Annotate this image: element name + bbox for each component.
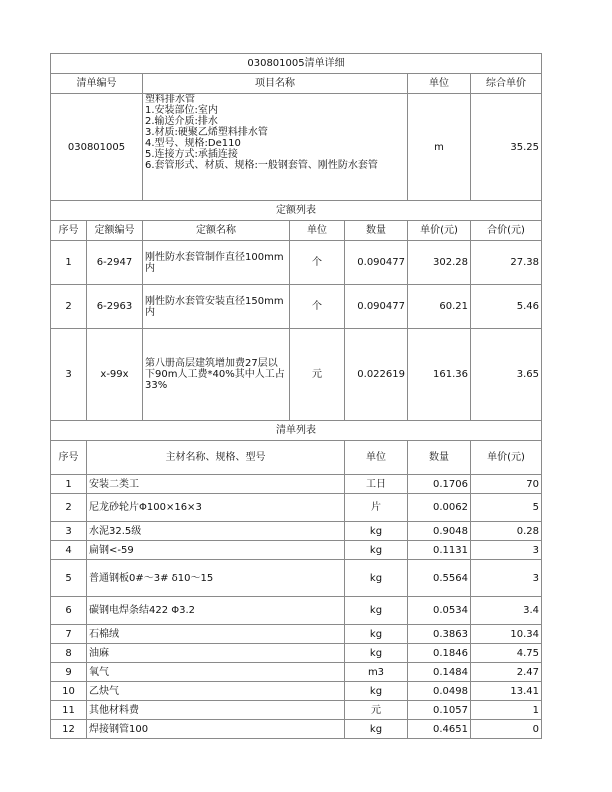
item-price: 35.25 (471, 94, 542, 201)
material-header-unit: 单位 (345, 441, 408, 475)
col-header-item-unit: 单位 (408, 74, 471, 94)
material-unit-price: 1 (471, 701, 542, 720)
material-unit: kg (345, 644, 408, 663)
material-seq: 7 (51, 625, 87, 644)
quota-name: 刚性防水套管制作直径100mm内 (143, 241, 290, 285)
item-unit: m (408, 94, 471, 201)
material-row (51, 663, 542, 682)
material-name: 扁钢<-59 (87, 541, 345, 560)
quota-unit: 元 (290, 329, 345, 421)
material-name: 石棉绒 (87, 625, 345, 644)
material-unit: 元 (345, 701, 408, 720)
material-name: 尼龙砂轮片Φ100×16×3 (87, 494, 345, 522)
material-unit-price: 2.47 (471, 663, 542, 682)
material-unit: kg (345, 720, 408, 739)
bill-detail-table (50, 53, 542, 739)
material-header-unit-price: 单价(元) (471, 441, 542, 475)
material-unit-price: 4.75 (471, 644, 542, 663)
quota-unit-price: 302.28 (408, 241, 471, 285)
material-row (51, 720, 542, 739)
quota-header-unit: 单位 (290, 221, 345, 241)
material-unit-price: 5 (471, 494, 542, 522)
material-unit: kg (345, 625, 408, 644)
material-seq: 9 (51, 663, 87, 682)
material-seq: 10 (51, 682, 87, 701)
material-row (51, 560, 542, 597)
material-qty: 0.4651 (408, 720, 471, 739)
material-row (51, 644, 542, 663)
quota-section-title: 定额列表 (51, 201, 542, 221)
quota-row (51, 241, 542, 285)
material-qty: 0.3863 (408, 625, 471, 644)
material-header-qty: 数量 (408, 441, 471, 475)
quota-seq: 1 (51, 241, 87, 285)
material-name: 氧气 (87, 663, 345, 682)
material-unit-price: 3 (471, 541, 542, 560)
material-unit: 片 (345, 494, 408, 522)
quota-qty: 0.090477 (345, 285, 408, 329)
quota-header-seq: 序号 (51, 221, 87, 241)
material-row (51, 682, 542, 701)
sheet-title: 030801005清单详细 (51, 54, 542, 74)
material-seq: 11 (51, 701, 87, 720)
material-row (51, 625, 542, 644)
quota-header-total: 合价(元) (471, 221, 542, 241)
material-qty: 0.5564 (408, 560, 471, 597)
quota-qty: 0.090477 (345, 241, 408, 285)
col-header-item-price: 综合单价 (471, 74, 542, 94)
material-name: 乙炔气 (87, 682, 345, 701)
material-row (51, 494, 542, 522)
material-header-seq: 序号 (51, 441, 87, 475)
material-qty: 0.1706 (408, 475, 471, 494)
material-unit: kg (345, 541, 408, 560)
quota-code: 6-2947 (87, 241, 143, 285)
quota-unit: 个 (290, 285, 345, 329)
quota-total: 27.38 (471, 241, 542, 285)
material-seq: 4 (51, 541, 87, 560)
material-seq: 12 (51, 720, 87, 739)
col-header-item-name: 项目名称 (143, 74, 408, 94)
material-unit: kg (345, 522, 408, 541)
quota-seq: 3 (51, 329, 87, 421)
material-unit-price: 0 (471, 720, 542, 739)
quota-row (51, 285, 542, 329)
material-unit-price: 0.28 (471, 522, 542, 541)
material-name: 焊接钢管100 (87, 720, 345, 739)
material-seq: 5 (51, 560, 87, 597)
material-unit: kg (345, 560, 408, 597)
quota-qty: 0.022619 (345, 329, 408, 421)
quota-header-unit-price: 单价(元) (408, 221, 471, 241)
material-unit: kg (345, 682, 408, 701)
material-unit-price: 13.41 (471, 682, 542, 701)
material-unit: kg (345, 597, 408, 625)
quota-unit-price: 161.36 (408, 329, 471, 421)
material-section-title: 清单列表 (51, 421, 542, 441)
material-unit-price: 10.34 (471, 625, 542, 644)
material-seq: 3 (51, 522, 87, 541)
material-name: 普通钢板0#～3# δ10～15 (87, 560, 345, 597)
material-seq: 2 (51, 494, 87, 522)
quota-header-name: 定额名称 (143, 221, 290, 241)
material-qty: 0.0498 (408, 682, 471, 701)
material-qty: 0.9048 (408, 522, 471, 541)
material-header-name: 主材名称、规格、型号 (87, 441, 345, 475)
material-row (51, 522, 542, 541)
quota-name: 第八册高层建筑增加费27层以下90m人工费*40%其中人工占33% (143, 329, 290, 421)
material-row (51, 475, 542, 494)
material-name: 其他材料费 (87, 701, 345, 720)
quota-header-qty: 数量 (345, 221, 408, 241)
quota-header-code: 定额编号 (87, 221, 143, 241)
material-qty: 0.1131 (408, 541, 471, 560)
quota-row (51, 329, 542, 421)
material-name: 油麻 (87, 644, 345, 663)
material-name: 安装二类工 (87, 475, 345, 494)
material-qty: 0.0534 (408, 597, 471, 625)
material-unit: 工日 (345, 475, 408, 494)
material-row (51, 541, 542, 560)
quota-total: 5.46 (471, 285, 542, 329)
quota-code: 6-2963 (87, 285, 143, 329)
item-description: 塑料排水管 1.安装部位:室内 2.输送介质:排水 3.材质:硬聚乙烯塑料排水管 4.型号、规格:De110 5.连接方式:承插连接 6.套管形式、材质、规格:一般钢套管、刚性防水套管 (143, 94, 408, 201)
quota-unit: 个 (290, 241, 345, 285)
material-row (51, 701, 542, 720)
material-unit-price: 70 (471, 475, 542, 494)
quota-seq: 2 (51, 285, 87, 329)
quota-name: 刚性防水套管安装直径150mm内 (143, 285, 290, 329)
material-unit-price: 3 (471, 560, 542, 597)
material-seq: 8 (51, 644, 87, 663)
material-seq: 1 (51, 475, 87, 494)
quota-total: 3.65 (471, 329, 542, 421)
material-name: 碳钢电焊条结422 Φ3.2 (87, 597, 345, 625)
material-qty: 0.1846 (408, 644, 471, 663)
item-code: 030801005 (51, 94, 143, 201)
col-header-item-code: 清单编号 (51, 74, 143, 94)
material-qty: 0.1057 (408, 701, 471, 720)
material-unit: m3 (345, 663, 408, 682)
material-unit-price: 3.4 (471, 597, 542, 625)
quota-code: x-99x (87, 329, 143, 421)
material-seq: 6 (51, 597, 87, 625)
material-qty: 0.0062 (408, 494, 471, 522)
material-row (51, 597, 542, 625)
material-qty: 0.1484 (408, 663, 471, 682)
quota-unit-price: 60.21 (408, 285, 471, 329)
material-name: 水泥32.5级 (87, 522, 345, 541)
